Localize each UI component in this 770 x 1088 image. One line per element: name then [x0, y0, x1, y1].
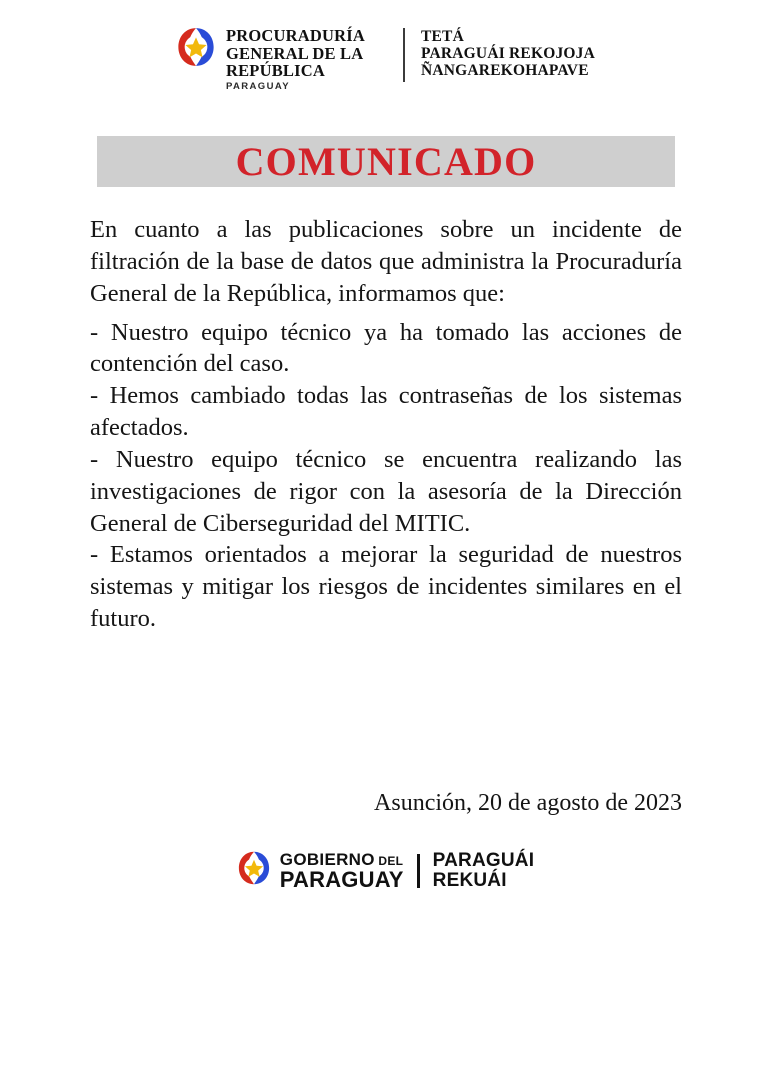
government-logo-line-2: PARAGUAY [279, 866, 404, 892]
institution-name [226, 26, 365, 92]
institution-line-1: PROCURADURÍA [225, 26, 365, 45]
guarani-line-3: ÑANGAREKOHAPAVE [420, 62, 589, 80]
page-title: COMUNICADO [235, 138, 537, 184]
body-item-4: - Estamos orientados a mejorar la seguridad de nuestros sistemas y mitigar los riesgos de incidentes similares en el futuro. [90, 541, 682, 633]
institution-subtitle: PARAGUAY [225, 80, 290, 92]
guarani-line-1: TETÁ [420, 28, 464, 45]
government-logo-divider [417, 854, 420, 888]
government-logo-guarani-line-2: REKUÁI [432, 869, 507, 891]
institution-brand [175, 26, 365, 92]
paraguay-coat-of-arms-emblem-icon [175, 26, 217, 73]
document-body [90, 214, 682, 635]
document-footer [0, 850, 770, 891]
del-word: DEL [374, 853, 404, 868]
header-inner [175, 26, 595, 92]
body-item-2: - Hemos cambiado todas las contraseñas de los sistemas afectados. [90, 382, 682, 442]
header-divider [403, 28, 405, 82]
intro-paragraph: En cuanto a las publicaciones sobre un incidente de filtración de la base de datos que administra la Procuraduría General de la República, informamos que: [90, 216, 682, 307]
government-logo-guarani-line-1: PARAGUÁI [432, 849, 535, 871]
title-band [97, 136, 675, 187]
government-logo-guarani [433, 851, 535, 891]
body-item-1: - Nuestro equipo técnico ya ha tomado las acciones de contención del caso. [90, 318, 682, 378]
guarani-line-2: PARAGUÁI REKOJOJA [420, 45, 596, 63]
document-header [0, 26, 770, 92]
paraguay-government-emblem-icon [236, 850, 272, 891]
government-logo-line-1 [280, 851, 404, 868]
institution-line-3: REPÚBLICA [225, 61, 325, 81]
government-logo-spanish [280, 851, 404, 891]
government-logo-text [280, 851, 534, 891]
institution-name-guarani [421, 26, 595, 79]
institution-line-2: GENERAL DE LA [225, 43, 364, 63]
government-logo [236, 850, 534, 891]
date-line: Asunción, 20 de agosto de 2023 [374, 790, 682, 816]
gobierno-word: GOBIERNO [279, 849, 375, 869]
body-item-3: - Nuestro equipo técnico se encuentra realizando las investigaciones de rigor con la asesoría de la Dirección General de Ciberseguridad del MITIC. [90, 445, 682, 537]
